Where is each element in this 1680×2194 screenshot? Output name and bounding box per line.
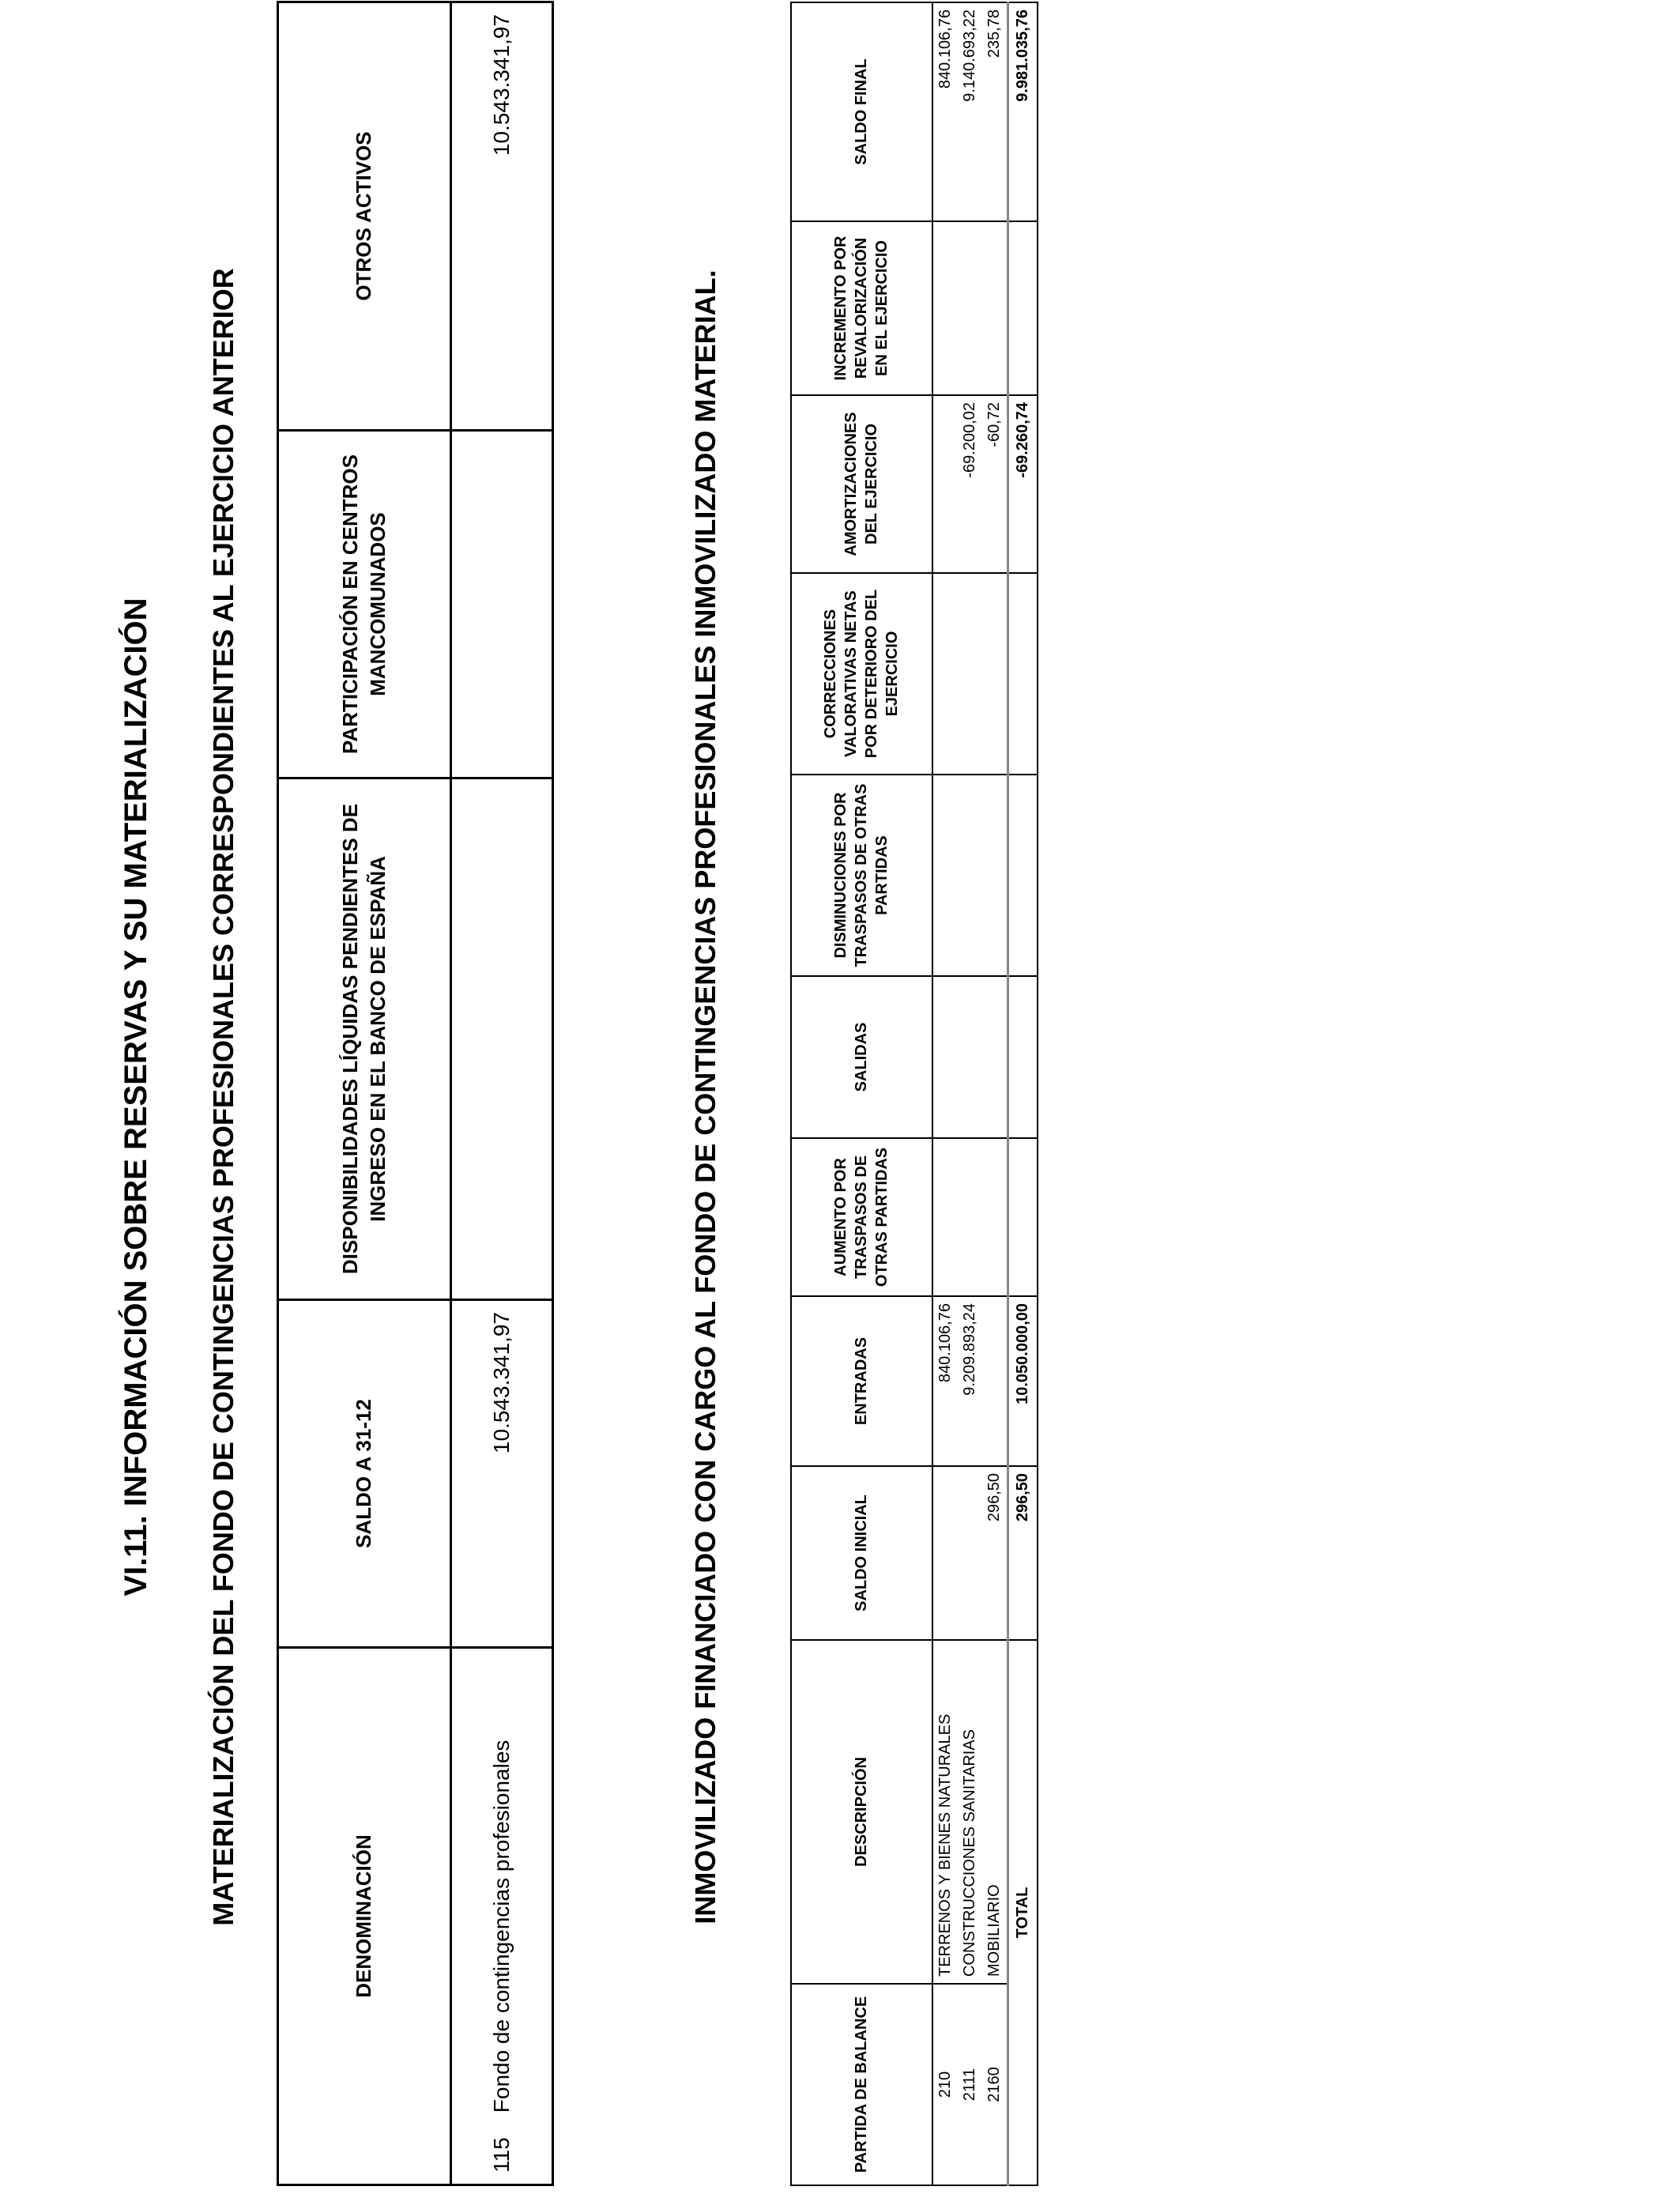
header-descripcion: DESCRIPCIÓN: [791, 1640, 932, 1984]
table-row: [451, 2, 553, 2185]
correcciones-cell: [932, 573, 958, 775]
correcciones-cell: [958, 573, 982, 775]
table1-header-row: [278, 2, 451, 2185]
descripcion-cell: CONSTRUCCIONES SANITARIAS: [958, 1640, 982, 1984]
inmovilizado-table: [790, 2, 1038, 2186]
entradas-cell: [982, 1296, 1008, 1466]
saldo-final-cell: 235,78: [982, 2, 1008, 221]
total-row: [1008, 2, 1038, 2185]
header-correcciones: CORRECCIONES VALORATIVAS NETAS POR DETERIORO DEL EJERCICIO: [791, 573, 932, 775]
inmovilizado-title: INMOVILIZADO FINANCIADO CON CARGO AL FONDO DE CONTINGENCIAS PROFESIONALES INMOVILIZADO MATERIAL.: [689, 270, 721, 1924]
header-salidas: SALIDAS: [791, 976, 932, 1138]
incremento-cell: [958, 221, 982, 395]
total-amortizaciones: -69.260,74: [1008, 395, 1038, 573]
header-denominacion: DENOMINACIÓN: [278, 1648, 451, 2185]
header-disminuciones: DISMINUCIONES POR TRASPASOS DE OTRAS PARTIDAS: [791, 775, 932, 976]
saldo-final-cell: 9.140.693,22: [958, 2, 982, 221]
saldo-inicial-cell: 296,50: [982, 1466, 1008, 1640]
header-partida: PARTIDA DE BALANCE: [791, 1984, 932, 2185]
entradas-cell: 9.209.893,24: [958, 1296, 982, 1466]
total-saldo-final: 9.981.035,76: [1008, 2, 1038, 221]
header-participacion: PARTICIPACIÓN EN CENTROS MANCOMUNADOS: [278, 431, 451, 778]
materializacion-table: [277, 1, 554, 2186]
header-aumento: AUMENTO POR TRASPASOS DE OTRAS PARTIDAS: [791, 1138, 932, 1296]
table-row: [932, 2, 958, 2185]
saldo-final-cell: 840.106,76: [932, 2, 958, 221]
total-aumento: [1008, 1138, 1038, 1296]
total-saldo-inicial: 296,50: [1008, 1466, 1038, 1640]
main-title: VI.11. INFORMACIÓN SOBRE RESERVAS Y SU MATERIALIZACIÓN: [119, 598, 153, 1596]
table-row: [958, 2, 982, 2185]
amortizaciones-cell: -60,72: [982, 395, 1008, 573]
header-entradas: ENTRADAS: [791, 1296, 932, 1466]
row-name: Fondo de contingencias profesionales: [489, 1740, 514, 2113]
total-label: TOTAL: [1008, 1640, 1038, 2185]
salidas-cell: [958, 976, 982, 1138]
participacion-cell: [451, 431, 553, 778]
aumento-cell: [982, 1138, 1008, 1296]
denominacion-cell: [451, 1648, 553, 2185]
header-incremento: INCREMENTO POR REVALORIZACIÓN EN EL EJERCICIO: [791, 221, 932, 395]
partida-cell: 2111: [958, 1984, 982, 2185]
descripcion-cell: MOBILIARIO: [982, 1640, 1008, 1984]
header-saldo: SALDO A 31-12: [278, 1300, 451, 1648]
table2-header-row: [791, 2, 932, 2185]
header-otros-activos: OTROS ACTIVOS: [278, 2, 451, 431]
table-row: [982, 2, 1008, 2185]
saldo-inicial-cell: [958, 1466, 982, 1640]
header-saldo-inicial: SALDO INICIAL: [791, 1466, 932, 1640]
incremento-cell: [982, 221, 1008, 395]
correcciones-cell: [982, 573, 1008, 775]
aumento-cell: [958, 1138, 982, 1296]
descripcion-cell: TERRENOS Y BIENES NATURALES: [932, 1640, 958, 1984]
amortizaciones-cell: -69.200,02: [958, 395, 982, 573]
partida-cell: 2160: [982, 1984, 1008, 2185]
aumento-cell: [932, 1138, 958, 1296]
salidas-cell: [932, 976, 958, 1138]
header-saldo-final: SALDO FINAL: [791, 2, 932, 221]
amortizaciones-cell: [932, 395, 958, 573]
entradas-cell: 840.106,76: [932, 1296, 958, 1466]
disminuciones-cell: [932, 775, 958, 976]
total-incremento: [1008, 221, 1038, 395]
saldo-inicial-cell: [932, 1466, 958, 1640]
saldo-cell: 10.543.341,97: [451, 1300, 553, 1648]
header-amortizaciones: AMORTIZACIONES DEL EJERCICIO: [791, 395, 932, 573]
row-code: 115: [489, 2137, 514, 2173]
disminuciones-cell: [982, 775, 1008, 976]
disponibilidades-cell: [451, 778, 553, 1300]
incremento-cell: [932, 221, 958, 395]
materializacion-title: MATERIALIZACIÓN DEL FONDO DE CONTINGENCIAS PROFESIONALES CORRESPONDIENTES AL EJERCICIO ANTERIOR: [207, 268, 239, 1926]
total-salidas: [1008, 976, 1038, 1138]
otros-activos-cell: 10.543.341,97: [451, 2, 553, 431]
salidas-cell: [982, 976, 1008, 1138]
header-disponibilidades: DISPONIBILIDADES LÍQUIDAS PENDIENTES DE INGRESO EN EL BANCO DE ESPAÑA: [278, 778, 451, 1300]
partida-cell: 210: [932, 1984, 958, 2185]
total-disminuciones: [1008, 775, 1038, 976]
disminuciones-cell: [958, 775, 982, 976]
total-entradas: 10.050.000,00: [1008, 1296, 1038, 1466]
total-correcciones: [1008, 573, 1038, 775]
